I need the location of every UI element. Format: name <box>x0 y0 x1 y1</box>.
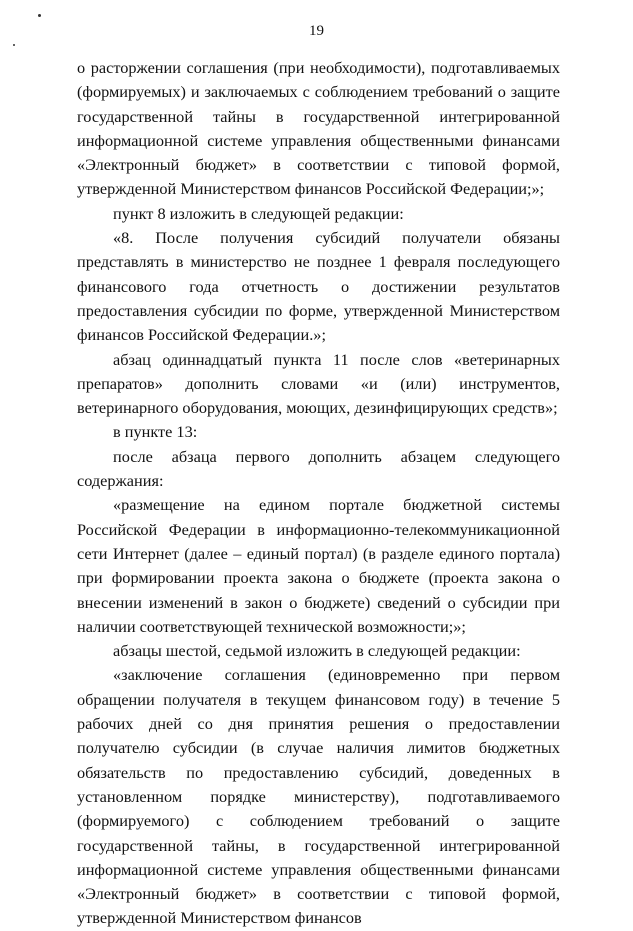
paragraph: «8. После получения субсидий получатели обязаны представлять в министерство не позднее 1 февраля последующего финансового года отчетность о достижении результатов предоставления субсидии по форме, утвержденной Министерством финансов Российской Федерации.»; <box>77 228 560 345</box>
paragraph: о расторжении соглашения (при необходимости), подготавливаемых (формируемых) и заключаемых с соблюдением требований о защите государственной тайны в государственной интегрированной информационной системе управления общественными финансами «Электронный бюджет» в соответствии с типовой формой, утвержденной Министерством финансов Российской Федерации;»; <box>77 58 560 199</box>
paragraph: абзацы шестой, седьмой изложить в следующей редакции: <box>113 641 521 661</box>
paragraph: пункт 8 изложить в следующей редакции: <box>113 203 404 223</box>
page-number: 19 <box>309 23 324 39</box>
paragraph: после абзаца первого дополнить абзацем следующего содержания: <box>77 446 560 491</box>
paragraph: «размещение на едином портале бюджетной системы Российской Федерации в информационно-телекоммуникационной сети Интернет (далее – единый портал) (в разделе единого портала) при формировании проекта закона о бюджете (проекта закона о внесении изменений в закон о бюджете) сведений о субсидии при наличии соответствующей технической возможности;»; <box>77 495 560 636</box>
paragraph: «заключение соглашения (единовременно при первом обращении получателя в текущем финансовом году) в течение 5 рабочих дней со дня принятия решения о предоставлении получателю субсидии (в случае наличия лимитов бюджетных обязательств по предоставлению субсидий, доведенных в установленном порядке министерству), подготавливаемого (формируемого) с соблюдением требований о защите государственной тайны, в государственной интегрированной информационной системе управления общественными финансами «Электронный бюджет» в соответствии с типовой формой, утвержденной Министерством финансов <box>77 665 560 928</box>
document-body <box>77 56 560 931</box>
scan-speck <box>38 14 41 17</box>
scan-speck <box>13 44 15 46</box>
paragraph: в пункте 13: <box>113 422 198 442</box>
paragraph: абзац одиннадцатый пункта 11 после слов «ветеринарных препаратов» дополнить словами «и (или) инструментов, ветеринарного оборудования, моющих, дезинфицирующих средств»; <box>77 349 560 418</box>
